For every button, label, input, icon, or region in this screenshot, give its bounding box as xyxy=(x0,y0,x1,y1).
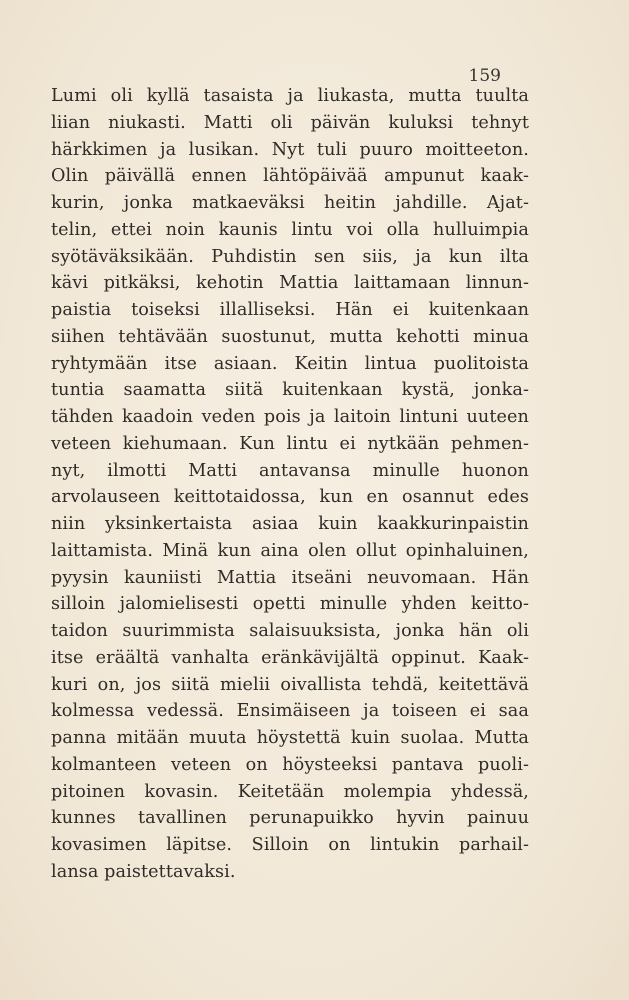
text-line: paistia toiseksi illalliseksi. Hän ei kuitenkaan xyxy=(51,300,529,320)
text-line: Lumi oli kyllä tasaista ja liukasta, mutta tuulta xyxy=(51,86,529,106)
text-line: veteen kiehumaan. Kun lintu ei nytkään pehmen- xyxy=(51,433,529,454)
text-line: silloin jalomielisesti opetti minulle yhden keitto- xyxy=(51,594,529,615)
body-text xyxy=(51,83,529,886)
text-line: siihen tehtävään suostunut, mutta kehotti minua xyxy=(51,326,529,347)
text-line: taidon suurimmista salaisuuksista, jonka hän oli xyxy=(51,621,529,641)
text-line: itse eräältä vanhalta eränkävijältä oppinut. Kaak- xyxy=(51,647,529,668)
text-line: tuntia saamatta siitä kuitenkaan kystä, jonka- xyxy=(51,380,529,401)
text-line: kävi pitkäksi, kehotin Mattia laittamaan linnun- xyxy=(51,273,529,294)
text-line: ryhtymään itse asiaan. Keitin lintua puolitoista xyxy=(51,353,529,374)
text-line: lansa paistettavaksi. xyxy=(51,861,236,882)
text-line: pitoinen kovasin. Keitetään molempia yhdessä, xyxy=(51,781,529,802)
text-line: pyysin kauniisti Mattia itseäni neuvomaan. Hän xyxy=(51,567,529,588)
text-line: niin yksinkertaista asiaa kuin kaakkurinpaistin xyxy=(51,514,529,534)
text-line: kovasimen läpitse. Silloin on lintukin parhail- xyxy=(51,835,529,855)
text-line: laittamista. Minä kun aina olen ollut opinhaluinen, xyxy=(51,540,529,561)
text-line: härkkimen ja lusikan. Nyt tuli puuro moitteeton. xyxy=(51,139,529,160)
text-line: tähden kaadoin veden pois ja laitoin lintuni uuteen xyxy=(51,407,529,427)
text-line: arvolauseen keittotaidossa, kun en osannut edes xyxy=(51,487,529,508)
text-line: kuri on, jos siitä mielii oivallista tehdä, keitettävä xyxy=(51,674,529,695)
text-line: liian niukasti. Matti oli päivän kuluksi tehnyt xyxy=(51,112,529,133)
text-line: kolmessa vedessä. Ensimäiseen ja toiseen ei saa xyxy=(51,701,529,722)
text-line: Olin päivällä ennen lähtöpäivää ampunut kaak- xyxy=(51,166,529,187)
text-line: kolmanteen veteen on höysteeksi pantava puoli- xyxy=(51,754,529,775)
page-number: 159 xyxy=(468,66,501,86)
text-line: kurin, jonka matkaeväksi heitin jahdille. Ajat- xyxy=(51,193,529,213)
text-line: kunnes tavallinen perunapuikko hyvin painuu xyxy=(51,808,529,829)
text-line: syötäväksikään. Puhdistin sen siis, ja kun ilta xyxy=(51,246,529,267)
text-line: panna mitään muuta höystettä kuin suolaa. Mutta xyxy=(51,728,529,748)
text-line: nyt, ilmotti Matti antavansa minulle huonon xyxy=(51,460,529,481)
text-line: telin, ettei noin kaunis lintu voi olla hulluimpia xyxy=(51,219,529,240)
